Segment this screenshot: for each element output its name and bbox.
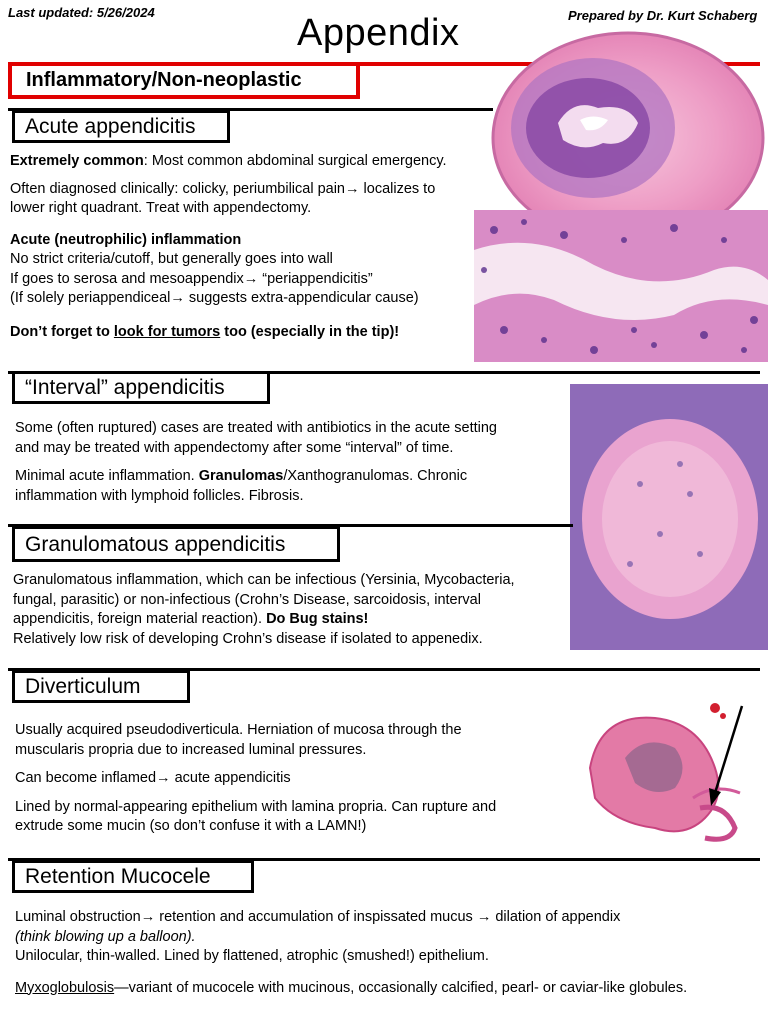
granulomatous-line-2: fungal, parasitic) or non-infectious (Crohn’s Disease, sarcoidosis, interval [13,591,481,608]
section-heading-acute [12,110,230,143]
granulomatous-line-4: Relatively low risk of developing Crohn’s disease if isolated to appenedix. [13,630,483,647]
section-heading-interval [12,371,270,404]
last-updated: Last updated: 5/26/2024 [8,5,155,20]
acute-line-7-underlined: look for tumors [113,323,221,340]
diverticulum-text [15,721,575,837]
category-label: Inflammatory/Non-neoplastic [26,69,302,91]
interval-line-1b: and may be treated with appendectomy after some “interval” of time. [15,439,454,456]
diverticulum-line-3a: Lined by normal-appearing epithelium with lamina propria. Can rupture and [15,798,497,815]
section-heading-granulomatous-label: Granulomatous appendicitis [25,533,286,556]
mucocele-text [15,908,765,998]
granuloma-histology-image [570,384,768,650]
acute-line-7b: too (especially in the tip)! [220,323,400,340]
acute-text [10,152,480,342]
diverticulum-histology-image [575,678,768,852]
section-heading-interval-label: “Interval” appendicitis [25,376,225,399]
granulomatous-line-3a: appendicitis, foreign material reaction). [13,611,267,627]
mucocele-line-4: —variant of mucocele with mucinous, occasionally calcified, pearl- or caviar-like globules. [114,979,688,996]
granulomatous-text [13,571,568,649]
granulomatous-line-1: Granulomatous inflammation, which can be infectious (Yersinia, Mycobacteria, [13,572,515,588]
interval-line-1a: Some (often ruptured) cases are treated with antibiotics in the acute setting [15,420,497,436]
section-heading-mucocele [12,860,254,893]
mucocele-line-1: Luminal obstruction→ retention and accumulation of inspissated mucus → dilation of appendix [15,909,621,925]
acute-line-5: If goes to serosa and mesoappendix→ “periappendicitis” [10,270,373,287]
diverticulum-line-1b: muscularis propria due to increased luminal pressures. [15,741,367,758]
acute-appendicitis-histology-image [474,210,768,362]
section-heading-mucocele-label: Retention Mucocele [25,865,211,888]
interval-line-3: inflammation with lymphoid follicles. Fibrosis. [15,487,304,504]
category-box [8,62,360,99]
diverticulum-line-3b: extrude some mucin (so don’t confuse it with a LAMN!) [15,818,367,834]
interval-line-2-bold: Granulomas [198,468,284,484]
interval-line-2b: /Xanthogranulomas. Chronic [283,468,468,484]
acute-line-2b: lower right quadrant. Treat with appendectomy. [10,200,312,216]
section-heading-acute-label: Acute appendicitis [25,115,196,138]
section-heading-granulomatous [12,526,340,562]
diverticulum-line-1a: Usually acquired pseudodiverticula. Herniation of mucosa through the [15,722,462,738]
acute-line-2a: Often diagnosed clinically: colicky, periumbilical pain→ localizes to [10,180,436,197]
interval-line-2a: Minimal acute inflammation. [15,468,199,484]
author-credit: Prepared by Dr. Kurt Schaberg [568,8,758,23]
page-title: Appendix [297,12,460,54]
interval-text [15,419,567,506]
acute-line-1-bold: Extremely common [10,153,144,169]
section-heading-diverticulum-label: Diverticulum [25,675,141,698]
acute-line-3-bold: Acute (neutrophilic) inflammation [10,231,242,248]
mucocele-line-3: Unilocular, thin-walled. Lined by flattened, atrophic (smushed!) epithelium. [15,948,489,964]
granulomatous-line-3-bold: Do Bug stains! [266,611,369,627]
mucocele-line-4-underlined: Myxoglobulosis [15,979,115,996]
acute-line-6: (If solely periappendiceal→ suggests extra-appendicular cause) [10,290,419,306]
mucocele-line-2-italic: (think blowing up a balloon). [15,928,196,945]
diverticulum-line-2: Can become inflamed→ acute appendicitis [15,770,291,786]
acute-line-4: No strict criteria/cutoff, but generally goes into wall [10,251,333,267]
acute-line-7a: Don’t forget to [10,323,114,340]
section-heading-diverticulum [12,670,190,703]
acute-line-1: : Most common abdominal surgical emergency. [143,153,447,169]
